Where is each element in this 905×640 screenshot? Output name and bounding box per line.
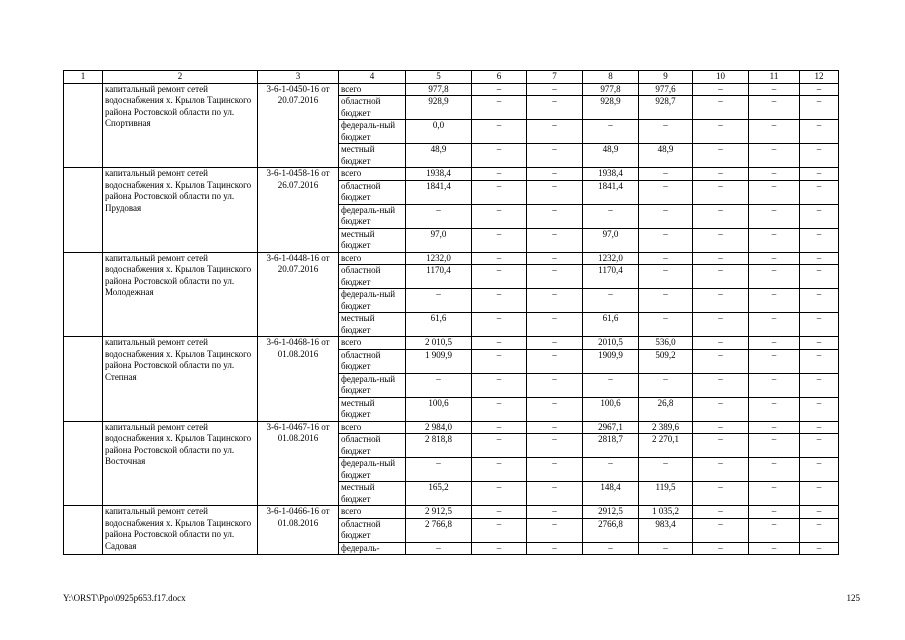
value-cell: –: [800, 144, 839, 168]
project-name-cell: капитальный ремонт сетей водоснабжения х. Крылов Тацинского района Ростовской области по ул. Прудовая: [103, 168, 258, 253]
funding-source-cell: местный бюджет: [339, 144, 406, 168]
document-number-cell: 3-6-1-0448-16 от 20.07.2016: [258, 252, 339, 337]
value-cell: –: [472, 120, 527, 144]
header-row: [64, 71, 839, 84]
value-cell: –: [639, 252, 693, 265]
value-cell: 2 389,6: [639, 421, 693, 434]
value-cell: –: [406, 204, 472, 228]
value-cell: 48,9: [639, 144, 693, 168]
value-cell: –: [527, 434, 583, 458]
funding-source-cell: федераль-ный бюджет: [339, 289, 406, 313]
value-cell: –: [693, 83, 749, 96]
value-cell: 100,6: [406, 397, 472, 421]
value-cell: 2766,8: [583, 518, 639, 542]
value-cell: –: [693, 397, 749, 421]
value-cell: 928,7: [639, 96, 693, 120]
value-cell: –: [639, 458, 693, 482]
value-cell: –: [749, 518, 800, 542]
value-cell: –: [693, 313, 749, 337]
value-cell: 1 909,9: [406, 349, 472, 373]
value-cell: 48,9: [583, 144, 639, 168]
funding-source-cell: всего: [339, 252, 406, 265]
value-cell: –: [693, 265, 749, 289]
project-name-cell: капитальный ремонт сетей водоснабжения х. Крылов Тацинского района Ростовской области по ул. Восточная: [103, 421, 258, 506]
document-number-cell: 3-6-1-0450-16 от 20.07.2016: [258, 83, 339, 168]
value-cell: 1170,4: [406, 265, 472, 289]
budget-table: [63, 70, 839, 555]
value-cell: –: [527, 373, 583, 397]
value-cell: –: [693, 458, 749, 482]
value-cell: –: [800, 349, 839, 373]
value-cell: 1232,0: [583, 252, 639, 265]
value-cell: –: [527, 168, 583, 181]
funding-source-cell: федераль-ный бюджет: [339, 120, 406, 144]
value-cell: 2 010,5: [406, 337, 472, 350]
row-number-cell: [64, 421, 103, 506]
table-row: [64, 421, 839, 434]
value-cell: –: [693, 180, 749, 204]
value-cell: –: [472, 83, 527, 96]
value-cell: –: [749, 373, 800, 397]
value-cell: –: [749, 397, 800, 421]
value-cell: –: [639, 228, 693, 252]
value-cell: –: [800, 204, 839, 228]
row-number-cell: [64, 168, 103, 253]
value-cell: –: [472, 265, 527, 289]
funding-source-cell: всего: [339, 168, 406, 181]
row-number-cell: [64, 506, 103, 555]
value-cell: 2 818,8: [406, 434, 472, 458]
project-name-cell: капитальный ремонт сетей водоснабжения х. Крылов Тацинского района Ростовской области по ул. Садовая: [103, 506, 258, 555]
value-cell: –: [749, 204, 800, 228]
value-cell: –: [639, 313, 693, 337]
value-cell: –: [406, 458, 472, 482]
value-cell: 26,8: [639, 397, 693, 421]
funding-source-cell: всего: [339, 83, 406, 96]
value-cell: –: [472, 228, 527, 252]
value-cell: –: [693, 252, 749, 265]
value-cell: –: [749, 180, 800, 204]
value-cell: –: [527, 96, 583, 120]
value-cell: –: [527, 204, 583, 228]
value-cell: 1841,4: [406, 180, 472, 204]
value-cell: –: [749, 542, 800, 555]
value-cell: –: [527, 83, 583, 96]
value-cell: –: [800, 421, 839, 434]
funding-source-cell: федераль-ный бюджет: [339, 458, 406, 482]
value-cell: 48,9: [406, 144, 472, 168]
value-cell: –: [472, 349, 527, 373]
value-cell: –: [749, 421, 800, 434]
value-cell: –: [693, 349, 749, 373]
value-cell: 61,6: [583, 313, 639, 337]
row-number-cell: [64, 83, 103, 168]
value-cell: –: [527, 482, 583, 506]
value-cell: –: [527, 265, 583, 289]
value-cell: 148,4: [583, 482, 639, 506]
funding-source-cell: местный бюджет: [339, 482, 406, 506]
value-cell: –: [693, 289, 749, 313]
value-cell: 509,2: [639, 349, 693, 373]
value-cell: –: [800, 397, 839, 421]
value-cell: –: [800, 120, 839, 144]
value-cell: –: [472, 542, 527, 555]
value-cell: 97,0: [406, 228, 472, 252]
funding-source-cell: местный бюджет: [339, 228, 406, 252]
value-cell: –: [639, 168, 693, 181]
value-cell: 61,6: [406, 313, 472, 337]
value-cell: –: [749, 349, 800, 373]
header-cell: 10: [693, 71, 749, 84]
value-cell: –: [527, 252, 583, 265]
value-cell: –: [749, 252, 800, 265]
value-cell: 97,0: [583, 228, 639, 252]
funding-source-cell: федераль-: [339, 542, 406, 555]
value-cell: –: [527, 313, 583, 337]
value-cell: –: [800, 482, 839, 506]
value-cell: –: [800, 168, 839, 181]
value-cell: –: [749, 458, 800, 482]
value-cell: –: [639, 289, 693, 313]
value-cell: –: [406, 373, 472, 397]
value-cell: 928,9: [406, 96, 472, 120]
header-cell: 3: [258, 71, 339, 84]
value-cell: –: [583, 458, 639, 482]
value-cell: –: [693, 373, 749, 397]
value-cell: –: [527, 458, 583, 482]
document-path: Y:\ORST\Ppo\0925p653.f17.docx: [63, 593, 186, 603]
value-cell: –: [527, 518, 583, 542]
header-cell: 7: [527, 71, 583, 84]
value-cell: 2010,5: [583, 337, 639, 350]
value-cell: –: [639, 265, 693, 289]
row-number-cell: [64, 337, 103, 422]
value-cell: –: [527, 421, 583, 434]
funding-source-cell: всего: [339, 421, 406, 434]
value-cell: –: [639, 373, 693, 397]
value-cell: 977,6: [639, 83, 693, 96]
value-cell: –: [527, 542, 583, 555]
funding-source-cell: областной бюджет: [339, 180, 406, 204]
value-cell: –: [693, 518, 749, 542]
value-cell: –: [800, 337, 839, 350]
value-cell: –: [800, 458, 839, 482]
header-cell: 5: [406, 71, 472, 84]
value-cell: –: [800, 313, 839, 337]
value-cell: 536,0: [639, 337, 693, 350]
value-cell: 928,9: [583, 96, 639, 120]
value-cell: 0,0: [406, 120, 472, 144]
header-cell: 1: [64, 71, 103, 84]
value-cell: 1938,4: [406, 168, 472, 181]
value-cell: 1841,4: [583, 180, 639, 204]
value-cell: 2967,1: [583, 421, 639, 434]
value-cell: 1170,4: [583, 265, 639, 289]
value-cell: –: [693, 120, 749, 144]
value-cell: –: [527, 349, 583, 373]
value-cell: –: [693, 542, 749, 555]
value-cell: –: [527, 289, 583, 313]
value-cell: –: [800, 506, 839, 519]
value-cell: –: [693, 434, 749, 458]
value-cell: –: [527, 397, 583, 421]
funding-source-cell: местный бюджет: [339, 397, 406, 421]
header-cell: 2: [103, 71, 258, 84]
value-cell: –: [639, 204, 693, 228]
value-cell: –: [800, 289, 839, 313]
table-row: [64, 506, 839, 519]
value-cell: 2 984,0: [406, 421, 472, 434]
value-cell: –: [749, 313, 800, 337]
value-cell: 977,8: [583, 83, 639, 96]
value-cell: –: [800, 542, 839, 555]
table-row: [64, 83, 839, 96]
value-cell: –: [583, 289, 639, 313]
value-cell: –: [749, 482, 800, 506]
value-cell: –: [472, 506, 527, 519]
value-cell: 2 766,8: [406, 518, 472, 542]
header-cell: 6: [472, 71, 527, 84]
document-page: [63, 70, 838, 555]
value-cell: –: [472, 373, 527, 397]
table-row: [64, 252, 839, 265]
value-cell: –: [693, 144, 749, 168]
table-row: [64, 168, 839, 181]
document-number-cell: 3-6-1-0466-16 от 01.08.2016: [258, 506, 339, 555]
value-cell: –: [527, 228, 583, 252]
value-cell: –: [749, 83, 800, 96]
value-cell: 1938,4: [583, 168, 639, 181]
value-cell: 1232,0: [406, 252, 472, 265]
funding-source-cell: областной бюджет: [339, 96, 406, 120]
value-cell: 2818,7: [583, 434, 639, 458]
funding-source-cell: областной бюджет: [339, 434, 406, 458]
project-name-cell: капитальный ремонт сетей водоснабжения х. Крылов Тацинского района Ростовской области по ул. Степная: [103, 337, 258, 422]
value-cell: –: [693, 337, 749, 350]
funding-source-cell: областной бюджет: [339, 265, 406, 289]
document-number-cell: 3-6-1-0458-16 от 26.07.2016: [258, 168, 339, 253]
funding-source-cell: областной бюджет: [339, 349, 406, 373]
value-cell: –: [472, 397, 527, 421]
value-cell: –: [527, 144, 583, 168]
funding-source-cell: областной бюджет: [339, 518, 406, 542]
value-cell: –: [749, 289, 800, 313]
funding-source-cell: местный бюджет: [339, 313, 406, 337]
value-cell: –: [472, 421, 527, 434]
value-cell: –: [693, 421, 749, 434]
document-number-cell: 3-6-1-0467-16 от 01.08.2016: [258, 421, 339, 506]
value-cell: –: [639, 180, 693, 204]
value-cell: –: [583, 542, 639, 555]
value-cell: –: [749, 96, 800, 120]
header-cell: 8: [583, 71, 639, 84]
value-cell: –: [472, 518, 527, 542]
value-cell: –: [472, 96, 527, 120]
value-cell: –: [583, 204, 639, 228]
value-cell: –: [693, 168, 749, 181]
value-cell: –: [800, 518, 839, 542]
funding-source-cell: федераль-ный бюджет: [339, 373, 406, 397]
value-cell: –: [472, 458, 527, 482]
value-cell: –: [527, 337, 583, 350]
value-cell: –: [472, 313, 527, 337]
document-number-cell: 3-6-1-0468-16 от 01.08.2016: [258, 337, 339, 422]
header-cell: 12: [800, 71, 839, 84]
value-cell: 977,8: [406, 83, 472, 96]
value-cell: –: [800, 228, 839, 252]
value-cell: –: [639, 542, 693, 555]
value-cell: –: [472, 337, 527, 350]
value-cell: –: [800, 373, 839, 397]
value-cell: 1909,9: [583, 349, 639, 373]
page-number: 125: [846, 593, 860, 603]
value-cell: –: [406, 289, 472, 313]
value-cell: –: [749, 506, 800, 519]
value-cell: –: [693, 228, 749, 252]
value-cell: 165,2: [406, 482, 472, 506]
header-cell: 11: [749, 71, 800, 84]
value-cell: –: [693, 482, 749, 506]
value-cell: –: [527, 180, 583, 204]
value-cell: –: [527, 506, 583, 519]
value-cell: –: [800, 83, 839, 96]
value-cell: 983,4: [639, 518, 693, 542]
value-cell: –: [472, 482, 527, 506]
value-cell: –: [749, 120, 800, 144]
value-cell: 1 035,2: [639, 506, 693, 519]
value-cell: –: [583, 373, 639, 397]
value-cell: –: [800, 265, 839, 289]
value-cell: 100,6: [583, 397, 639, 421]
value-cell: –: [800, 96, 839, 120]
value-cell: –: [800, 180, 839, 204]
value-cell: –: [749, 337, 800, 350]
table-row: [64, 337, 839, 350]
value-cell: 2 270,1: [639, 434, 693, 458]
value-cell: –: [749, 168, 800, 181]
funding-source-cell: федераль-ный бюджет: [339, 204, 406, 228]
value-cell: –: [583, 120, 639, 144]
funding-source-cell: всего: [339, 337, 406, 350]
value-cell: –: [472, 180, 527, 204]
header-cell: 9: [639, 71, 693, 84]
value-cell: –: [800, 252, 839, 265]
value-cell: –: [406, 542, 472, 555]
value-cell: –: [693, 204, 749, 228]
row-number-cell: [64, 252, 103, 337]
value-cell: –: [693, 96, 749, 120]
value-cell: –: [800, 434, 839, 458]
value-cell: –: [749, 265, 800, 289]
value-cell: –: [639, 120, 693, 144]
value-cell: 2912,5: [583, 506, 639, 519]
value-cell: –: [749, 228, 800, 252]
value-cell: 2 912,5: [406, 506, 472, 519]
header-cell: 4: [339, 71, 406, 84]
value-cell: –: [749, 434, 800, 458]
value-cell: –: [472, 289, 527, 313]
project-name-cell: капитальный ремонт сетей водоснабжения х. Крылов Тацинского района Ростовской области по ул. Спортивная: [103, 83, 258, 168]
value-cell: 119,5: [639, 482, 693, 506]
funding-source-cell: всего: [339, 506, 406, 519]
value-cell: –: [472, 434, 527, 458]
value-cell: –: [472, 168, 527, 181]
table-body: [64, 83, 839, 555]
value-cell: –: [749, 144, 800, 168]
project-name-cell: капитальный ремонт сетей водоснабжения х. Крылов Тацинского района Ростовской области по ул. Молодежная: [103, 252, 258, 337]
value-cell: –: [693, 506, 749, 519]
value-cell: –: [527, 120, 583, 144]
value-cell: –: [472, 144, 527, 168]
value-cell: –: [472, 252, 527, 265]
value-cell: –: [472, 204, 527, 228]
